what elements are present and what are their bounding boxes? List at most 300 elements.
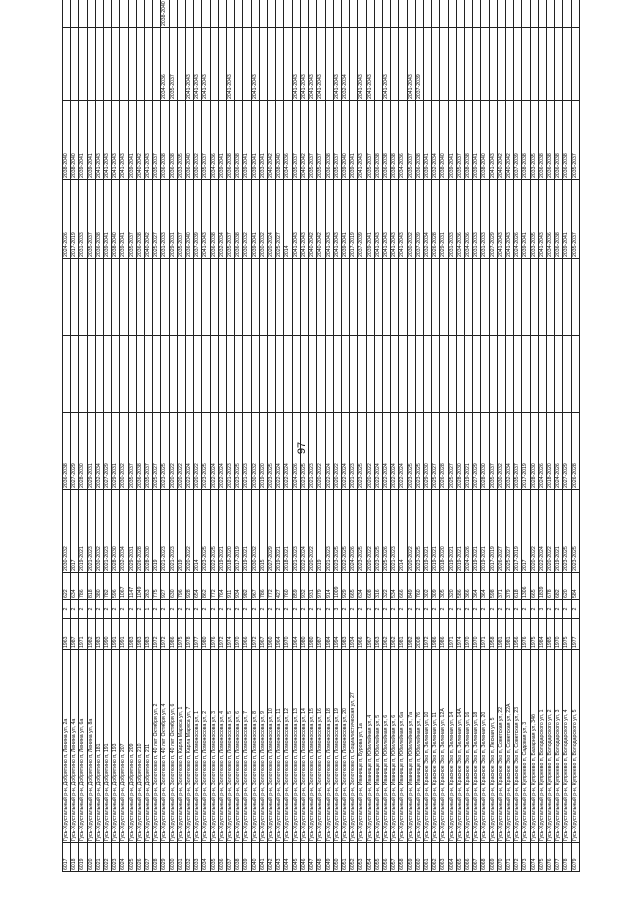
table-cell: 2029-2031 [169,180,177,259]
table-cell: 2030-2032 [63,490,71,573]
table-cell: 2041-2043 [366,28,374,101]
table-cell: 6023 [112,843,120,872]
table-cell: 2025-2027 [276,180,284,259]
table-cell: 6068 [481,843,489,872]
table-cell: 6021 [95,843,103,872]
table-cell: 2020-2022 [186,490,194,573]
table-cell: 2039-2041 [243,101,251,180]
table-cell: 2036-2038 [136,413,144,490]
table-cell [251,0,259,28]
table-row [341,0,349,872]
table-cell: 6030 [169,843,177,872]
table-cell: 2041-2043 [505,180,513,259]
table-cell: Гусь-Хрустальный р-н, Золотково п, Ломоносова ул, 14 [300,650,308,843]
table-cell [128,336,136,413]
table-cell: 6055 [374,843,382,872]
table-cell [464,259,472,336]
table-cell: 622 [63,573,71,600]
table-cell [128,28,136,101]
table-cell: 2035-2037 [456,101,464,180]
table-cell: 2035-2037 [128,180,136,259]
table-cell: 2 [292,600,300,619]
table-cell: 6037 [227,843,235,872]
table-cell: 598 [489,573,497,600]
table-cell: 1983 [95,619,103,650]
table-cell: 2027-2029 [473,413,481,490]
table-cell: 2030-2032 [259,180,267,259]
table-row [268,0,276,872]
table-cell: 6076 [546,843,554,872]
table-cell: 2 [161,600,169,619]
table-cell: 2023-2025 [374,490,382,573]
table-cell: 2 [276,600,284,619]
table-row [464,0,472,872]
table-cell: 2033-2035 [530,101,538,180]
table-cell [268,0,276,28]
table-cell [522,0,530,28]
table-cell: 934 [235,573,243,600]
table-cell: Гусь-Хрустальный р-н, Золотково п, 40 лет Октября ул, 2 [153,650,161,843]
table-cell [104,0,112,28]
table-cell: 1963 [374,619,382,650]
table-cell: 2039-2041 [473,101,481,180]
table-row [440,0,448,872]
table-cell [71,28,79,101]
table-cell: 2021-2023 [243,413,251,490]
table-cell: 1978 [186,619,194,650]
table-row [136,0,144,872]
table-cell: 2041-2043 [325,180,333,259]
table-cell: 2035-2037 [571,180,579,259]
table-cell: 2024-2026 [514,180,522,259]
table-cell: Гусь-Хрустальный р-н, Красное Эхо п, Советская ул, 23 [514,650,522,843]
table-cell: 2023-2025 [333,490,341,573]
table-cell: 2019-2021 [432,490,440,573]
table-cell [505,28,513,101]
table-cell: 1987 [317,619,325,650]
table-cell [276,28,284,101]
table-cell: 2023-2025 [415,413,423,490]
table-cell [63,259,71,336]
table-cell: 2034-2036 [161,28,169,101]
table-cell [514,336,522,413]
table-cell: 928 [186,573,194,600]
rotated-table-area [62,1,622,872]
table-cell: 1977 [571,619,579,650]
table-cell [448,28,456,101]
table-cell: 764 [218,573,226,600]
table-cell [317,259,325,336]
table-cell: 2023-2025 [161,413,169,490]
table-cell: 2 [87,600,95,619]
table-cell: 1984 [538,619,546,650]
table-cell [87,0,95,28]
table-cell: 6074 [530,843,538,872]
table-cell: 2038-2040 [63,101,71,180]
table-cell: 2028-2030 [79,413,87,490]
table-cell: 2032-2034 [432,101,440,180]
table-cell: 320 [448,573,456,600]
table-cell: 2039-2041 [251,101,259,180]
table-cell: 2015 [259,490,267,573]
table-cell: 932 [300,573,308,600]
table-cell: 2 [268,600,276,619]
table-row [350,0,358,872]
table-cell [194,0,202,28]
table-cell: 2017-2019 [71,180,79,259]
table-cell: 2041-2043 [186,28,194,101]
table-cell: 2035-2037 [145,413,153,490]
table-cell: 6050 [333,843,341,872]
table-cell: 1983 [136,619,144,650]
table-cell [243,28,251,101]
table-cell: 2 [432,600,440,619]
table-cell: 2041-2043 [391,180,399,259]
table-cell: 2019 [317,490,325,573]
table-cell: 6034 [202,843,210,872]
table-cell [325,259,333,336]
table-cell: 2019-2021 [218,490,226,573]
table-cell [432,28,440,101]
table-cell: 6024 [120,843,128,872]
table-cell [276,0,284,28]
table-cell [522,28,530,101]
table-cell: Гусь-Хрустальный р-н, Золотково п, Социалистическая ул, 27 [350,650,358,843]
table-cell [399,259,407,336]
table-cell [366,336,374,413]
table-cell: 2040-2042 [136,101,144,180]
table-cell: 6020 [87,843,95,872]
table-cell [489,259,497,336]
table-cell: 2021-2023 [325,490,333,573]
table-cell [530,259,538,336]
table-cell: 2 [325,600,333,619]
table-cell: 2 [505,600,513,619]
table-cell: 927 [161,573,169,600]
table-cell: Гусь-Хрустальный р-н, Красное Эхо п, Зеленая ул, 10 [423,650,431,843]
table-cell: 2023-2025 [571,490,579,573]
table-cell: Гусь-Хрустальный р-н, Купреево п, Володарского ул, 3 [555,650,563,843]
table-cell: 2 [530,600,538,619]
table-cell: 2 [448,600,456,619]
table-cell: 1960 [268,619,276,650]
table-row [333,0,341,872]
table-cell: 2 [169,600,177,619]
table-cell: 2025-2027 [448,413,456,490]
table-cell: 2036-2038 [63,413,71,490]
table-cell: 2034-2036 [546,180,554,259]
table-cell: 2 [456,600,464,619]
table-cell: 849 [407,573,415,600]
table-cell: 2 [415,600,423,619]
table-cell [391,0,399,28]
table-cell: 2033-2041 [259,101,267,180]
table-cell: 2020-2022 [530,490,538,573]
table-cell [292,259,300,336]
table-cell: 1970 [464,619,472,650]
table-cell: Гусь-Хрустальный р-н, Добрятино п, 209 [128,650,136,843]
table-cell: 2 [350,600,358,619]
housing-repair-schedule-table [62,0,580,872]
table-cell: 6075 [538,843,546,872]
table-row [448,0,456,872]
table-cell: 2020-2024 [268,180,276,259]
table-cell [415,0,423,28]
table-cell: 634 [71,573,79,600]
table-row [456,0,464,872]
table-row [505,0,513,872]
table-cell [136,336,144,413]
table-cell [300,259,308,336]
table-cell: 2041-2043 [112,101,120,180]
table-cell: 2019-2021 [448,490,456,573]
table-cell: 2 [382,600,390,619]
table-cell [136,0,144,28]
table-cell: 2028-2030 [481,413,489,490]
table-cell: 2 [120,600,128,619]
table-cell: Гусь-Хрустальный р-н, Красное Эхо п, Зеленая ул, 20 [481,650,489,843]
table-cell [538,259,546,336]
table-cell: 2040-2042 [317,180,325,259]
table-cell: 302 [423,573,431,600]
table-cell [112,28,120,101]
table-row [563,0,571,872]
table-cell: 2 [514,600,522,619]
table-cell: 2034-2036 [284,101,292,180]
table-cell [358,336,366,413]
table-cell: 796 [177,573,185,600]
table-cell [177,0,185,28]
table-cell [79,336,87,413]
table-cell: 2035-2037 [169,28,177,101]
table-cell: 2 [202,600,210,619]
table-cell: 1934 [350,619,358,650]
table-row [128,0,136,872]
table-cell: 2036-2038 [374,101,382,180]
table-row [71,0,79,872]
table-cell: Гусь-Хрустальный р-н, Красное Эхо п, Зеленая ул, 18 [473,650,481,843]
table-cell: 6070 [497,843,505,872]
table-cell [514,259,522,336]
table-cell: 1967 [259,619,267,650]
table-cell: 2017 [71,490,79,573]
table-cell: 2038-2040 [161,0,169,28]
table-cell: Гусь-Хрустальный р-н, Красное Эхо п, Зеленая ул, 12А [440,650,448,843]
table-cell [243,0,251,28]
table-cell [325,336,333,413]
table-cell [79,0,87,28]
table-cell [464,0,472,28]
table-cell [563,336,571,413]
table-cell [210,259,218,336]
table-cell: 2036-2040 [186,101,194,180]
table-cell: 914 [325,573,333,600]
table-cell: 2032-2034 [218,180,226,259]
table-cell [382,259,390,336]
table-cell: Гусь-Хрустальный р-н, Золотково п, Ломоносова ул, 2 [202,650,210,843]
table-cell: Гусь-Хрустальный р-н, Золотково п, Ломоносова ул, 6 [235,650,243,843]
table-cell: Гусь-Хрустальный р-н, Золотково п, Ломоносова ул, 16 [317,650,325,843]
table-cell [341,0,349,28]
table-cell: 1839 [538,573,546,600]
table-cell: 2036-2038 [235,101,243,180]
table-cell: Гусь-Хрустальный р-н, Золотково п, Ломоносова ул, 10 [268,650,276,843]
table-cell: 2041-2043 [202,28,210,101]
table-cell: 2 [210,600,218,619]
table-cell: 682 [555,573,563,600]
table-cell: 1980 [309,619,317,650]
table-cell: 2035-2037 [202,101,210,180]
table-cell [514,0,522,28]
table-cell: 6018 [71,843,79,872]
table-cell: 2026-2028 [440,413,448,490]
table-cell [440,28,448,101]
table-cell: 1966 [243,619,251,650]
table-cell: 2021-2023 [350,413,358,490]
table-row [112,0,120,872]
table-cell: 2035-2037 [489,413,497,490]
table-row [391,0,399,872]
table-cell: 2034-2036 [399,101,407,180]
table-cell [473,0,481,28]
table-row [522,0,530,872]
table-cell [87,336,95,413]
table-cell: Гусь-Хрустальный р-н, Золотково п, Ломоносова ул, 8 [251,650,259,843]
table-cell: 6056 [382,843,390,872]
table-cell [374,28,382,101]
table-cell [382,336,390,413]
table-cell: 2031-2033 [481,180,489,259]
table-cell: Гусь-Хрустальный р-н, Купреево п, Володарского ул, 2 [546,650,554,843]
table-cell: 379 [505,573,513,600]
table-cell: Гусь-Хрустальный р-н, Купреево п, Володарского ул, 4 [563,650,571,843]
table-cell: 2037-2039 [194,180,202,259]
table-cell [161,336,169,413]
table-cell: 2035-2037 [87,180,95,259]
table-cell [227,259,235,336]
table-cell [63,0,71,28]
table-cell: 2022-2024 [218,413,226,490]
table-cell: 6041 [259,843,267,872]
table-cell: 6027 [145,843,153,872]
table-cell: 2018-2020 [440,490,448,573]
table-cell [505,336,513,413]
table-cell: 2 [481,600,489,619]
table-cell: 2020-2022 [194,413,202,490]
table-row [497,0,505,872]
table-cell: 1994 [333,619,341,650]
table-cell: 2036-2038 [325,101,333,180]
table-cell: 1967 [366,619,374,650]
table-cell: 1956 [514,619,522,650]
table-cell: 2035-2037 [292,101,300,180]
table-cell [153,28,161,101]
table-cell: 2028-2030 [456,413,464,490]
table-cell: 1991 [112,619,120,650]
table-cell: 1966 [358,619,366,650]
table-cell: 2039-2041 [423,101,431,180]
table-row [104,0,112,872]
table-cell: 2041-2043 [333,180,341,259]
table-row [292,0,300,872]
table-cell: 2 [194,600,202,619]
table-cell: 1986 [169,619,177,650]
table-row [202,0,210,872]
table-cell: 2035-2037 [309,101,317,180]
table-cell: 634 [358,573,366,600]
table-cell: 911 [227,573,235,600]
table-cell: 1981 [497,619,505,650]
table-cell: 1009 [333,573,341,600]
table-cell [95,28,103,101]
table-cell: 2017-2019 [514,490,522,573]
table-cell [104,259,112,336]
table-cell: 678 [546,573,554,600]
table-cell: 366 [464,573,472,600]
table-cell [284,336,292,413]
table-cell [169,0,177,28]
table-cell: 654 [194,573,202,600]
table-cell [235,336,243,413]
table-cell: 772 [268,573,276,600]
table-cell [555,28,563,101]
table-cell: 2027-2029 [489,180,497,259]
table-cell [218,336,226,413]
table-cell [399,28,407,101]
table-cell: 1983 [145,619,153,650]
table-cell: 2041-2043 [497,180,505,259]
table-cell [358,259,366,336]
table-cell [136,259,144,336]
table-cell: 2034-2036 [464,180,472,259]
table-cell: 1958 [489,619,497,650]
table-cell: 2 [112,600,120,619]
table-cell [292,336,300,413]
table-cell: 2 [136,600,144,619]
table-cell [202,0,210,28]
table-cell: 6040 [251,843,259,872]
table-cell: Гусь-Хрустальный р-н, Золотково п, Ломоносова ул, 12 [284,650,292,843]
table-cell: 2039-2041 [366,180,374,259]
table-cell [71,259,79,336]
table-cell [546,336,554,413]
table-cell: 2 [374,600,382,619]
table-cell [481,336,489,413]
table-cell: Гусь-Хрустальный р-н, Золотково п, Ломоносова ул, 20 [341,650,349,843]
table-cell: 2017-2019 [489,490,497,573]
table-cell: 2020-2022 [333,413,341,490]
table-cell: Гусь-Хрустальный р-н, Добрятино п, Ленина ул, 8а [87,650,95,843]
table-cell [497,336,505,413]
table-cell: 2 [284,600,292,619]
table-cell: 2041-2043 [202,180,210,259]
table-cell: 427 [276,573,284,600]
table-cell: 2041-2043 [292,28,300,101]
table-cell [432,336,440,413]
table-cell: 2039-2041 [341,180,349,259]
table-cell: 620 [563,573,571,600]
table-cell: 2 [464,600,472,619]
table-row [382,0,390,872]
table-cell: 6025 [128,843,136,872]
table-cell: 2031-2033 [161,180,169,259]
table-cell [391,336,399,413]
table-cell: 6046 [300,843,308,872]
table-cell: Гусь-Хрустальный р-н, Золотково п, Ломоносова ул, 15 [309,650,317,843]
table-cell [505,0,513,28]
table-row [95,0,103,872]
table-cell: 1970 [284,619,292,650]
